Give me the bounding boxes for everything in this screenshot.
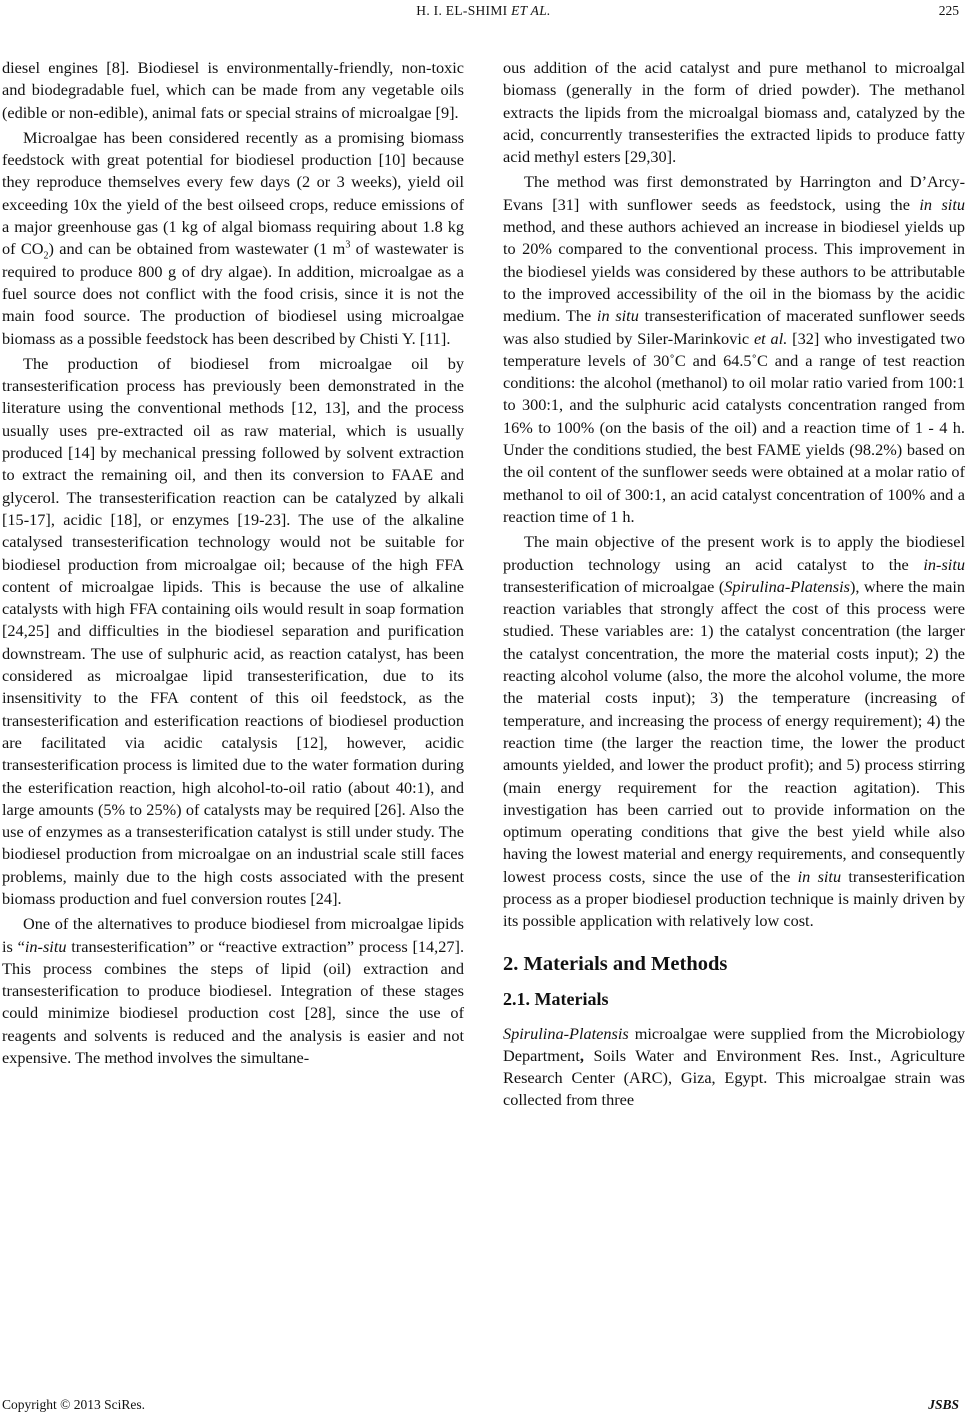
paragraph: The main objective of the present work is to apply the biodiesel production technology using an acid catalyst to the in-situ transesterification of microalgae (Spirulina-Platensis), where the main reaction variables that strongly affect the cost of this process were studied. These variables are: 1) the catalyst concentration (the larger the catalyst concentration, the more the material costs input); 2) the reacting alcohol volume (also, the more the alcohol volume, the more the material costs input); 3) the temperature (increasing of temperature, and increasing the process of energy requirement); 4) the reaction time (the larger the reaction time, the lower the product amounts yielded, and lower the product profit); and 5) process stirring (main energy requirement for the reaction agitation). This investigation has been carried out to provide information on the optimum operating conditions that give the best yield while also having the lowest material and energy requirements, and consequently lowest process costs, since the use of the in situ transesterification process as a proper biodiesel production technique is mainly driven by its possible application with relatively low cost.	[503, 532, 966, 931]
paragraph: The production of biodiesel from microalgae oil by transesterification process has previously been demonstrated in the literature using the conventional methods [12, 13], and the process usually uses pre-extracted oil as raw material, which is usually produced [14] by mechanical pressing followed by solvent extraction to extract the remaining oil, and then its conversion to FAAE and glycerol. The transesterification reaction can be catalyzed by alkali [15-17], acidic [18], or enzymes [19-23]. The use of the alkaline catalysed transesterification technology would not be suitable for biodiesel production from microalgae oil; because of the high FFA content of microalgae lipids. This is because the use of alkaline catalysts with high FFA containing oils would result in soap formation [24,25] and difficulties in the biodiesel separation and purification downstream. The use of sulphuric acid, as reaction catalyst, has been considered as microalgae lipid transesterification, due to its insensitivity to the FFA content of this oil feedstock, as the transesterification and esterification reactions of biodiesel production are facilitated via acidic catalysis [12], however, acidic transesterification process is limited due to the water formation during the esterification reaction, high alcohol-to-oil ratio (about 40:1), and large amounts (5% to 25%) of catalysts may be required [26]. Also the use of enzymes as a transesterification catalyst is still under study. The biodiesel production from microalgae on an industrial scale still faces problems, mainly due to the high costs associated with the present biomass production and fuel conversion routes [24].	[2, 353, 464, 908]
paragraph: Spirulina-Platensis microalgae were supplied from the Microbiology Department, Soils Water and Environment Res. Inst., Agriculture Research Center (ARC), Giza, Egypt. This microalgae strain was collected from three	[503, 1023, 965, 1110]
header-author-name: H. I. EL-SHIMI	[416, 3, 508, 18]
running-header	[0, 3, 967, 19]
left-column	[2, 57, 464, 1069]
paragraph: ous addition of the acid catalyst and pure methanol to microalgal biomass (generally in the form of dried powder). The methanol extracts the lipids from the microalgal biomass and, catalyzed by the acid, concurrently transesterifies the extracted lipids to produce fatty acid methyl esters [29,30].	[503, 58, 965, 167]
page-number: 225	[938, 3, 959, 18]
header-et-al: ET AL.	[511, 3, 551, 18]
paragraph: Microalgae has been considered recently as a promising biomass feedstock with great potential for biodiesel production [10] because they reproduce themselves every few days (2 or 3 weeks), yield oil exceeding 10x the yield of the best oilseed crops, reduce emissions of a major greenhouse gas (1 kg of algal biomass requiring about 1.8 kg of $CO_2$) and can be obtained from wastewater (1 $m^3$ of wastewater is required to produce 800 g of dry algae). In addition, microalgae as a fuel source does not conflict with the food crisis, since it is not the main food source. The production of biodiesel using microalgae biomass as a possible feedstock has been described by Chisti Y. [11].	[2, 127, 465, 348]
subsection-heading: 2.1. Materials	[503, 988, 609, 1009]
paragraph: One of the alternatives to produce biodiesel from microalgae lipids is “in-situ transesterification” or “reactive extraction” process [14,27]. This process combines the steps of lipid (oil) extraction and transesterification to produce biodiesel. Integration of these stages could minimize biodiesel production cost [28], since the use of reagents and solvents is reduced and the analysis is easier and not expensive. The method involves the simultane-	[2, 914, 465, 1068]
section-heading: 2. Materials and Methods	[503, 952, 728, 975]
copyright-footer: Copyright © 2013 SciRes.	[2, 1397, 146, 1412]
journal-abbreviation: JSBS	[928, 1397, 959, 1412]
paragraph: diesel engines [8]. Biodiesel is environmentally-friendly, non-toxic and biodegradable fuel, which can be made from any vegetable oils (edible or non-edible), animal fats or special strains of microalgae [9].	[2, 58, 464, 122]
paragraph: The method was first demonstrated by Harrington and D’Arcy-Evans [31] with sunflower seeds as feedstock, using the in situ method, and these authors achieved an increase in biodiesel yields up to 20% compared to the conventional process. This improvement in the biodiesel yields was considered by these authors to be attributable to the improved accessibility of the oil in the biomass by the acidic medium. The in situ transesterification of macerated sunflower seeds was also studied by Siler-Marinkovic et al. [32] who investigated two temperature levels of 30˚C and 64.5˚C and a range of test reaction conditions: the alcohol (methanol) to oil molar ratio varied from 100:1 to 300:1, and the sulphuric acid catalysts concentration ranged from 16% to 100% (on the basis of the oil) and a reaction time of 1 - 4 h. Under the conditions studied, the best FAME yields (98.2%) based on the oil content of the sunflower seeds were obtained at a molar ratio of methanol to oil of 300:1, an acid catalyst concentration of 100% and a reaction time of 1 h.	[503, 172, 965, 526]
right-column	[503, 57, 965, 1112]
